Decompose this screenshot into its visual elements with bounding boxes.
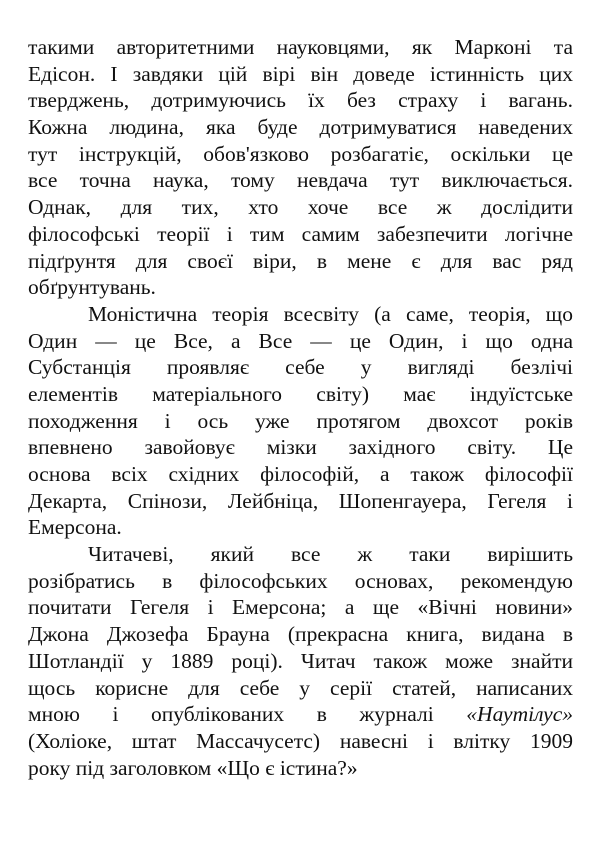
text-line: походження і ось уже протягом двохсот років (28, 408, 573, 433)
text-line: елементів матеріального світу) має індуїстське (28, 381, 573, 406)
text-line: тверджень, дотримуючись їх без страху і вагань. (28, 88, 573, 113)
text-line: підґрунтя для своєї віри, в мене є для вас ряд (28, 248, 573, 273)
text-line: Кожна людина, яка буде дотримуватися наведених (28, 115, 573, 140)
paragraph-first-line: Моністична теорія всесвіту (а саме, теорія, що (88, 301, 573, 326)
text-line-with-journal-title (28, 701, 573, 728)
document-page (28, 34, 573, 781)
text-line: Едісон. І завдяки цій вірі він доведе істинність цих (28, 61, 573, 86)
text-line: Один — це Все, а Все — це Один, і що одна (28, 328, 573, 353)
text-line: тут інструкцій, обов'язково розбагатіє, оскільки це (28, 141, 573, 166)
text-line: впевнено завойовує мізки західного світу. Це (28, 435, 573, 460)
text-line: Джона Джозефа Брауна (прекрасна книга, видана в (28, 622, 573, 647)
text-line: Субстанція проявляє себе у вигляді безлічі (28, 355, 573, 380)
text-line: Декарта, Спінози, Лейбніца, Шопенгауера, Гегеля і (28, 488, 573, 513)
text-line: Однак, для тих, хто хоче все ж дослідити (28, 195, 573, 220)
journal-title: «Наутілус» (466, 702, 574, 727)
text-line: філософські теорії і тим самим забезпечити логічне (28, 221, 573, 246)
paragraph-first-line: Читачеві, який все ж таки вирішить (88, 542, 573, 567)
text-line: почитати Гегеля і Емерсона; а ще «Вічні новини» (28, 595, 573, 620)
text-line: Емерсона. (28, 515, 122, 540)
text-line: обґрунтувань. (28, 275, 156, 300)
paragraph-first-line: такими авторитетними науковцями, як Марконі та (28, 35, 573, 59)
text-line: розібратись в філософських основах, рекомендую (28, 568, 573, 593)
text-line: основа всіх східних філософій, а також філософії (28, 462, 573, 486)
text-line: року під заголовком «Що є істина?» (28, 755, 358, 780)
text-line: (Холіоке, штат Массачусетс) навесні і влітку 1909 (28, 728, 573, 753)
text-line: все точна наука, тому невдача тут виключається. (28, 168, 573, 193)
text-line: Шотландії у 1889 році). Читач також може знайти (28, 648, 573, 673)
text-line: щось корисне для себе у серії статей, написаних (28, 675, 573, 700)
text-segment: мною і опублікованих в журналі (28, 702, 434, 727)
